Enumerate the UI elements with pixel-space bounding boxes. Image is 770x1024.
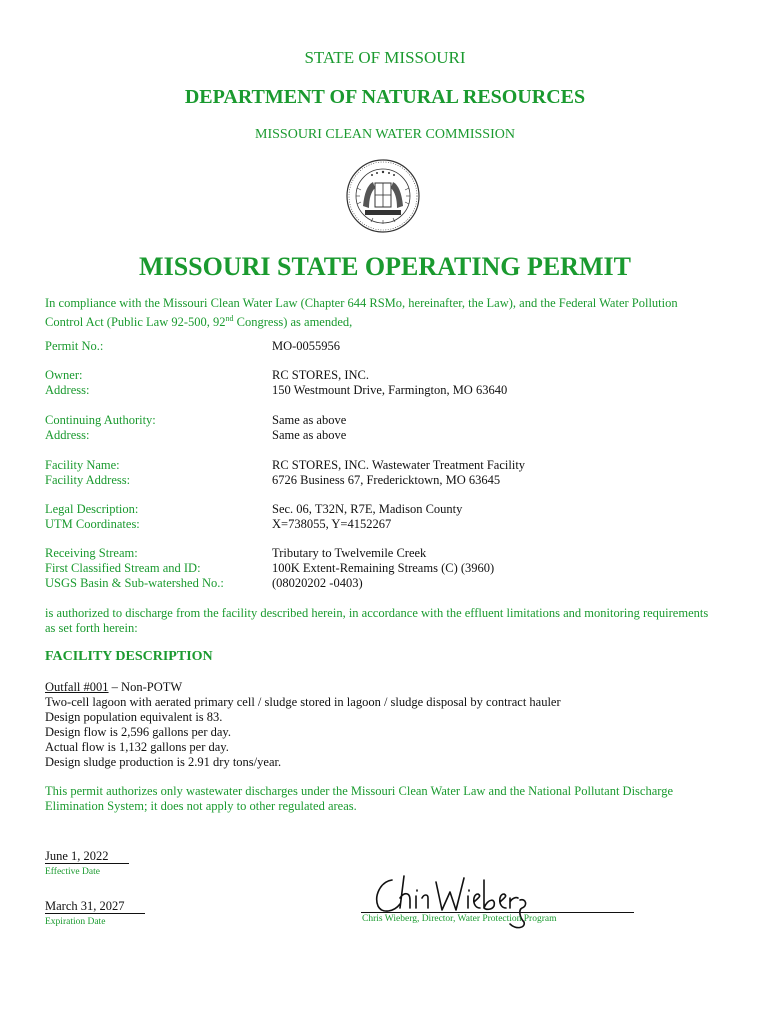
scope-paragraph (45, 784, 735, 814)
facility-description-body (45, 680, 561, 770)
description-line: Design flow is 2,596 gallons per day. (45, 725, 231, 739)
effective-date-value: June 1, 2022 (45, 849, 129, 864)
department-heading: DEPARTMENT OF NATURAL RESOURCES (184, 86, 586, 108)
receiving-stream-label: Receiving Stream: (45, 546, 138, 560)
signature-line (361, 912, 634, 913)
permit-number-value: MO-0055956 (272, 339, 341, 353)
description-line: Design sludge production is 2.91 dry tons/year. (45, 755, 282, 769)
permit-number-label: Permit No.: (45, 339, 104, 353)
scope-line-2: Elimination System; it does not apply to other regulated areas. (45, 799, 357, 813)
owner-address-label: Address: (45, 383, 90, 397)
authorization-line-1: is authorized to discharge from the facility described herein, in accordance with the effluent limitations and monitoring requirements (45, 606, 709, 620)
commission-heading: MISSOURI CLEAN WATER COMMISSION (255, 127, 515, 142)
effective-date-label: Effective Date (45, 867, 100, 877)
state-seal-icon (345, 158, 421, 234)
classified-stream-label: First Classified Stream and ID: (45, 561, 201, 575)
continuing-authority-label: Continuing Authority: (45, 413, 156, 427)
facility-name-value: RC STORES, INC. Wastewater Treatment Facility (272, 458, 526, 472)
continuing-address-value: Same as above (272, 428, 347, 442)
authorization-paragraph (45, 606, 735, 636)
expiration-date-block (45, 899, 145, 927)
owner-value: RC STORES, INC. (272, 368, 370, 382)
scope-line-1: This permit authorizes only wastewater discharges under the Missouri Clean Water Law and the National Pollutant Discharge (45, 784, 673, 798)
expiration-date-label: Expiration Date (45, 917, 106, 927)
intro-paragraph (45, 296, 735, 330)
description-line: Design population equivalent is 83. (45, 710, 223, 724)
outfall-line (45, 680, 561, 695)
usgs-basin-label: USGS Basin & Sub-watershed No.: (45, 576, 224, 590)
facility-address-value: 6726 Business 67, Fredericktown, MO 63645 (272, 473, 501, 487)
legal-description-value: Sec. 06, T32N, R7E, Madison County (272, 502, 463, 516)
utm-coordinates-label: UTM Coordinates: (45, 517, 140, 531)
facility-address-label: Facility Address: (45, 473, 131, 487)
description-line: Actual flow is 1,132 gallons per day. (45, 740, 229, 754)
expiration-date-value: March 31, 2027 (45, 899, 145, 914)
owner-label: Owner: (45, 368, 83, 382)
continuing-authority-value: Same as above (272, 413, 347, 427)
facility-name-label: Facility Name: (45, 458, 120, 472)
facility-description-heading: FACILITY DESCRIPTION (45, 649, 213, 664)
classified-stream-value: 100K Extent-Remaining Streams (C) (3960) (272, 561, 495, 575)
state-heading: STATE OF MISSOURI (304, 48, 466, 67)
utm-coordinates-value: X=738055, Y=4152267 (272, 517, 392, 531)
authorization-line-2: as set forth herein: (45, 621, 138, 635)
intro-line-1: In compliance with the Missouri Clean Water Law (Chapter 644 RSMo, hereinafter, the Law), and the Federal Water Pollution (45, 296, 678, 310)
signature-caption: Chris Wieberg, Director, Water Protection Program (362, 914, 557, 924)
legal-description-label: Legal Description: (45, 502, 139, 516)
continuing-address-label: Address: (45, 428, 90, 442)
outfall-name: Outfall #001 (45, 680, 109, 694)
permit-title: MISSOURI STATE OPERATING PERMIT (139, 252, 631, 281)
outfall-type: – Non-POTW (108, 680, 183, 694)
effective-date-block (45, 849, 129, 877)
intro-line-2: Control Act (Public Law 92-500, 92nd Congress) as amended, (45, 314, 353, 330)
owner-address-value: 150 Westmount Drive, Farmington, MO 63640 (272, 383, 508, 397)
description-line: Two-cell lagoon with aerated primary cell / sludge stored in lagoon / sludge disposal by contract hauler (45, 695, 561, 709)
receiving-stream-value: Tributary to Twelvemile Creek (272, 546, 427, 560)
usgs-basin-value: (08020202 -0403) (272, 576, 363, 590)
